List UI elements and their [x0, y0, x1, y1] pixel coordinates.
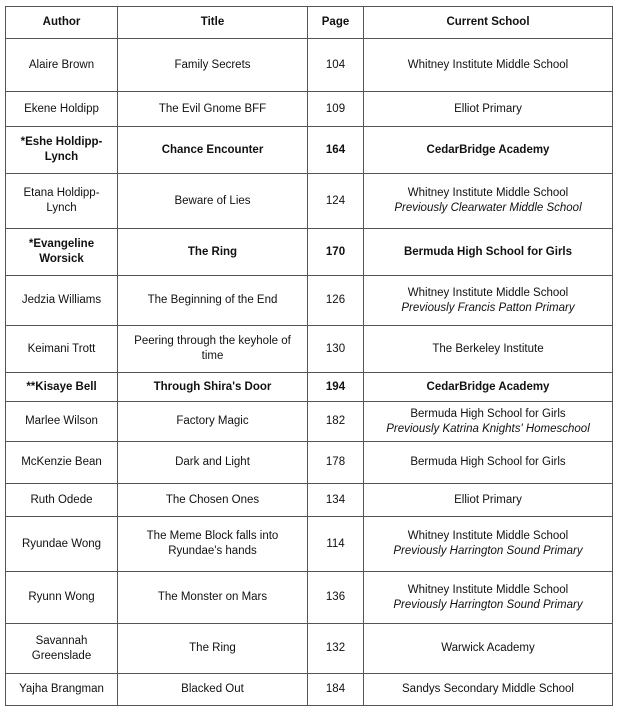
current-school: The Berkeley Institute [432, 342, 544, 355]
current-school: Bermuda High School for Girls [403, 245, 573, 258]
school-cell [364, 39, 613, 92]
page-cell: 132 [308, 624, 364, 674]
current-school: Whitney Institute Middle School [407, 530, 569, 542]
school-cell [364, 373, 613, 402]
school-cell [364, 484, 613, 517]
title-cell: The Meme Block falls into Ryundae's hands [118, 517, 308, 572]
title-cell: Peering through the keyhole of time [118, 326, 308, 373]
previous-school: Previously Harrington Sound Primary [393, 598, 583, 611]
school-cell [364, 127, 613, 174]
header-page: Page [308, 7, 364, 39]
title-cell: Dark and Light [118, 442, 308, 484]
table-row [6, 484, 613, 517]
page-cell: 114 [308, 517, 364, 572]
title-cell: The Chosen Ones [118, 484, 308, 517]
table-row [6, 624, 613, 674]
author-cell: **Kisaye Bell [6, 373, 118, 402]
author-cell: Ryundae Wong [6, 517, 118, 572]
current-school: CedarBridge Academy [426, 143, 550, 156]
title-cell: The Monster on Mars [118, 572, 308, 624]
table-row [6, 674, 613, 706]
table-row [6, 174, 613, 229]
author-cell: McKenzie Bean [6, 442, 118, 484]
table-row [6, 127, 613, 174]
author-cell: *Eshe Holdipp-Lynch [6, 127, 118, 174]
page-cell: 130 [308, 326, 364, 373]
table-row [6, 572, 613, 624]
title-cell: Family Secrets [118, 39, 308, 92]
table-row [6, 402, 613, 442]
author-cell: Etana Holdipp-Lynch [6, 174, 118, 229]
author-cell: *Evangeline Worsick [6, 229, 118, 276]
previous-school: Previously Francis Patton Primary [401, 301, 575, 314]
current-school: Whitney Institute Middle School [407, 583, 569, 596]
page-cell: 182 [308, 402, 364, 442]
school-cell [364, 276, 613, 326]
title-cell: The Ring [118, 624, 308, 674]
current-school: Bermuda High School for Girls [410, 407, 566, 420]
page-cell: 126 [308, 276, 364, 326]
author-cell: Yajha Brangman [6, 674, 118, 706]
page-cell: 170 [308, 229, 364, 276]
table-row [6, 517, 613, 572]
page-cell: 109 [308, 92, 364, 127]
table-row [6, 442, 613, 484]
page-cell: 104 [308, 39, 364, 92]
author-cell: Ekene Holdipp [6, 92, 118, 127]
author-cell: Ryunn Wong [6, 572, 118, 624]
current-school: Warwick Academy [441, 642, 535, 654]
current-school: Elliot Primary [454, 493, 522, 506]
school-cell [364, 92, 613, 127]
header-row [6, 7, 613, 39]
school-cell [364, 517, 613, 572]
school-cell [364, 229, 613, 276]
previous-school: Previously Harrington Sound Primary [393, 545, 583, 557]
current-school: Whitney Institute Middle School [407, 58, 569, 71]
current-school: Whitney Institute Middle School [407, 187, 569, 199]
school-cell [364, 174, 613, 229]
page-cell: 134 [308, 484, 364, 517]
school-cell [364, 572, 613, 624]
school-cell [364, 442, 613, 484]
school-cell [364, 674, 613, 706]
page-cell: 184 [308, 674, 364, 706]
previous-school: Previously Katrina Knights' Homeschool [386, 422, 590, 435]
title-cell: The Evil Gnome BFF [118, 92, 308, 127]
table-row [6, 39, 613, 92]
school-cell [364, 326, 613, 373]
title-cell: The Beginning of the End [118, 276, 308, 326]
current-school: Sandys Secondary Middle School [402, 683, 574, 695]
author-cell: Marlee Wilson [6, 402, 118, 442]
header-school: Current School [364, 7, 613, 39]
author-cell: Ruth Odede [6, 484, 118, 517]
page-cell: 124 [308, 174, 364, 229]
title-cell: Chance Encounter [118, 127, 308, 174]
table-row [6, 326, 613, 373]
page-cell: 194 [308, 373, 364, 402]
table-row [6, 373, 613, 402]
title-cell: Factory Magic [118, 402, 308, 442]
page-cell: 164 [308, 127, 364, 174]
page-cell: 178 [308, 442, 364, 484]
header-author: Author [6, 7, 118, 39]
previous-school: Previously Clearwater Middle School [394, 202, 582, 214]
school-cell [364, 624, 613, 674]
current-school: CedarBridge Academy [426, 380, 550, 393]
table-row [6, 276, 613, 326]
title-cell: Blacked Out [118, 674, 308, 706]
author-cell: Keimani Trott [6, 326, 118, 373]
author-cell: Alaire Brown [6, 39, 118, 92]
authors-table [5, 6, 613, 706]
title-cell: Beware of Lies [118, 174, 308, 229]
school-cell [364, 402, 613, 442]
table-row [6, 92, 613, 127]
header-title: Title [118, 7, 308, 39]
author-cell: Jedzia Williams [6, 276, 118, 326]
table-row [6, 229, 613, 276]
current-school: Bermuda High School for Girls [410, 456, 566, 468]
page-cell: 136 [308, 572, 364, 624]
title-cell: Through Shira's Door [118, 373, 308, 402]
current-school: Whitney Institute Middle School [407, 286, 569, 299]
title-cell: The Ring [118, 229, 308, 276]
author-cell: Savannah Greenslade [6, 624, 118, 674]
current-school: Elliot Primary [454, 102, 522, 115]
